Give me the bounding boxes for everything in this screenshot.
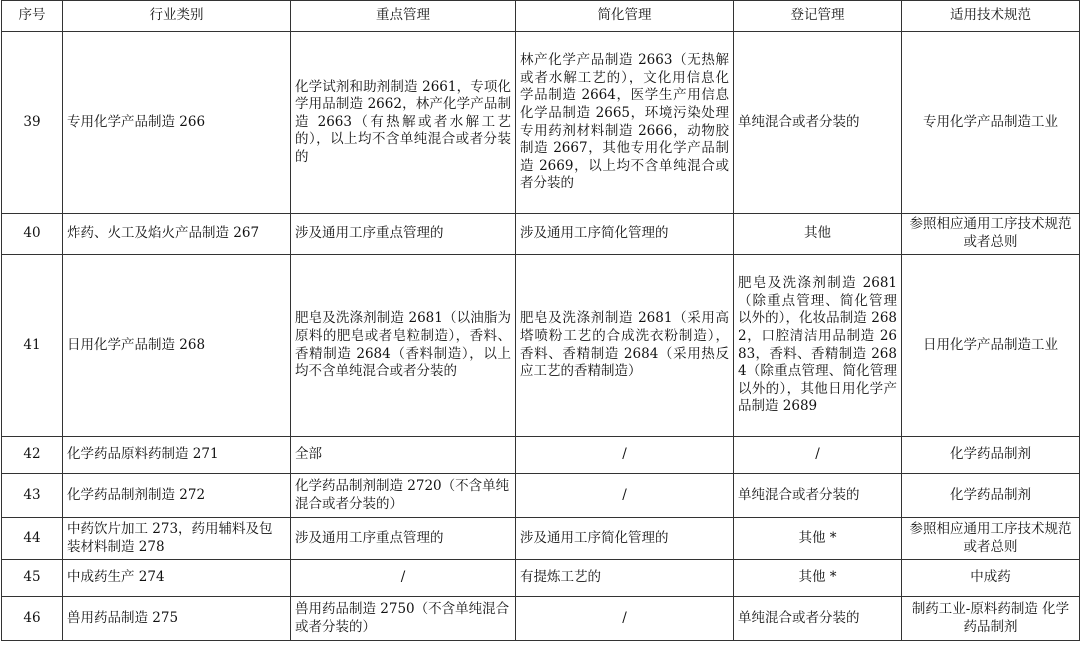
- row-key-management: 兽用药品制造 2750（不含单纯混合或者分装的）: [291, 597, 516, 641]
- row-key-management: 化学试剂和助剂制造 2661，专项化学用品制造 2662，林产化学产品制造 2663（有热解或者水解工艺的），以上均不含单纯混合或者分装的: [291, 32, 516, 214]
- row-simplified-management: 林产化学产品制造 2663（无热解或者水解工艺的），文化用信息化学品制造 2664，医学生产用信息化学品制造 2665，环境污染处理专用药剂材料制造 2666，动物胶制造 2667，其他专用化学产品制造 2669，以上均不含单纯混合或者分装的: [516, 32, 734, 214]
- row-simplified-management: /: [516, 437, 734, 474]
- row-industry: 炸药、火工及焰火产品制造 267: [63, 214, 291, 255]
- row-simplified-management: 涉及通用工序简化管理的: [516, 518, 734, 560]
- row-technical-spec: 参照相应通用工序技术规范或者总则: [902, 214, 1080, 255]
- header-technical-spec: 适用技术规范: [902, 1, 1080, 32]
- table-row: [2, 32, 1080, 214]
- row-registration-management: /: [734, 437, 902, 474]
- row-no: 46: [2, 597, 63, 641]
- row-simplified-management: /: [516, 597, 734, 641]
- row-technical-spec: 制药工业-原料药制造 化学药品制剂: [902, 597, 1080, 641]
- row-simplified-management: 涉及通用工序简化管理的: [516, 214, 734, 255]
- row-industry: 日用化学产品制造 268: [63, 255, 291, 437]
- row-key-management: 涉及通用工序重点管理的: [291, 518, 516, 560]
- row-industry: 中成药生产 274: [63, 560, 291, 597]
- header-registration-management: 登记管理: [734, 1, 902, 32]
- row-simplified-management: /: [516, 474, 734, 518]
- row-registration-management: 肥皂及洗涤剂制造 2681（除重点管理、简化管理以外的），化妆品制造 2682，口腔清洁用品制造 2683，香料、香精制造 2684（除重点管理、简化管理以外的），其他日用化学产品制造 2689: [734, 255, 902, 437]
- row-registration-management: 单纯混合或者分装的: [734, 32, 902, 214]
- row-technical-spec: 参照相应通用工序技术规范或者总则: [902, 518, 1080, 560]
- row-technical-spec: 专用化学产品制造工业: [902, 32, 1080, 214]
- row-no: 39: [2, 32, 63, 214]
- row-registration-management: 其他: [734, 214, 902, 255]
- row-industry: 专用化学产品制造 266: [63, 32, 291, 214]
- row-industry: 化学药品制剂制造 272: [63, 474, 291, 518]
- industry-classification-table: [1, 0, 1080, 641]
- row-no: 43: [2, 474, 63, 518]
- table-row: [2, 255, 1080, 437]
- row-technical-spec: 日用化学产品制造工业: [902, 255, 1080, 437]
- table-row: [2, 214, 1080, 255]
- row-no: 42: [2, 437, 63, 474]
- row-technical-spec: 中成药: [902, 560, 1080, 597]
- row-no: 40: [2, 214, 63, 255]
- table-row: [2, 597, 1080, 641]
- table-row: [2, 560, 1080, 597]
- row-industry: 兽用药品制造 275: [63, 597, 291, 641]
- row-technical-spec: 化学药品制剂: [902, 474, 1080, 518]
- row-key-management: 肥皂及洗涤剂制造 2681（以油脂为原料的肥皂或者皂粒制造），香料、香精制造 2684（香料制造），以上均不含单纯混合或者分装的: [291, 255, 516, 437]
- table-row: [2, 437, 1080, 474]
- row-technical-spec: 化学药品制剂: [902, 437, 1080, 474]
- header-key-management: 重点管理: [291, 1, 516, 32]
- row-industry: 化学药品原料药制造 271: [63, 437, 291, 474]
- row-key-management: 化学药品制剂制造 2720（不含单纯混合或者分装的）: [291, 474, 516, 518]
- row-key-management: 涉及通用工序重点管理的: [291, 214, 516, 255]
- header-industry: 行业类别: [63, 1, 291, 32]
- row-registration-management: 单纯混合或者分装的: [734, 474, 902, 518]
- row-key-management: 全部: [291, 437, 516, 474]
- row-registration-management: 其他 *: [734, 518, 902, 560]
- row-no: 44: [2, 518, 63, 560]
- row-registration-management: 其他 *: [734, 560, 902, 597]
- row-no: 41: [2, 255, 63, 437]
- row-simplified-management: 肥皂及洗涤剂制造 2681（采用高塔喷粉工艺的合成洗衣粉制造），香料、香精制造 2684（采用热反应工艺的香精制造）: [516, 255, 734, 437]
- row-registration-management: 单纯混合或者分装的: [734, 597, 902, 641]
- header-no: 序号: [2, 1, 63, 32]
- table-row: [2, 518, 1080, 560]
- table-header-row: [2, 1, 1080, 32]
- row-simplified-management: 有提炼工艺的: [516, 560, 734, 597]
- table-row: [2, 474, 1080, 518]
- row-industry: 中药饮片加工 273，药用辅料及包装材料制造 278: [63, 518, 291, 560]
- header-simplified-management: 简化管理: [516, 1, 734, 32]
- row-no: 45: [2, 560, 63, 597]
- row-key-management: /: [291, 560, 516, 597]
